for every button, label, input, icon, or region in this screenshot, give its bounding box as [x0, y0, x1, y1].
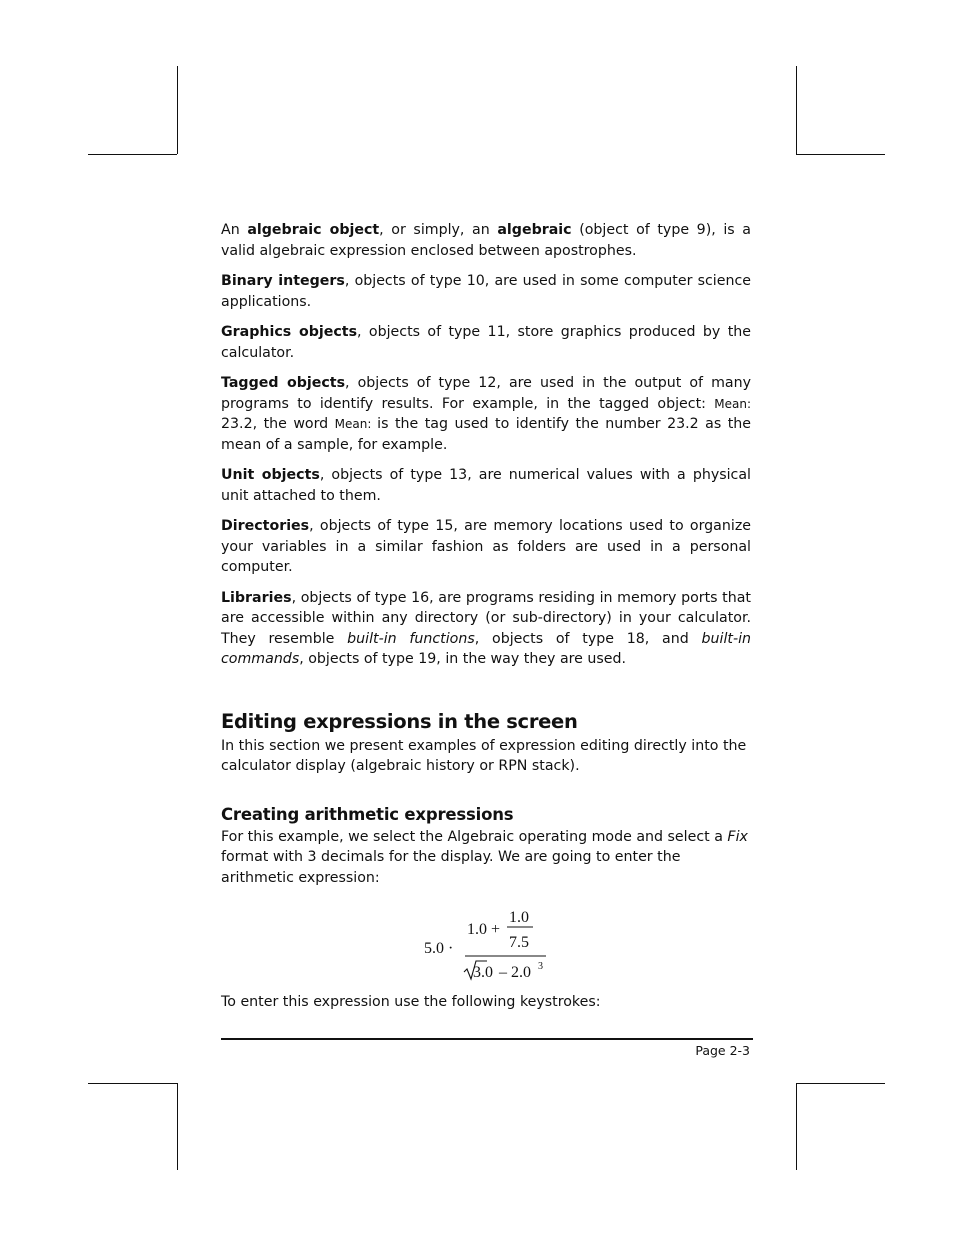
footer-rule: [221, 1038, 753, 1040]
paragraph-unit-objects: Unit objects, objects of type 13, are numerical values with a physical unit attached to them.: [221, 467, 751, 504]
section-intro: In this section we present examples of expression editing directly into the calculator display (algebraic history or RPN stack).: [221, 737, 747, 774]
crop-mark-bottom-right-vertical: [796, 1083, 797, 1170]
subsection-heading: Creating arithmetic expressions: [221, 804, 514, 824]
subsection-paragraph: For this example, we select the Algebraic operating mode and select a Fix format with 3 decimals for the display. We are going to enter the arithmetic expression:: [221, 828, 748, 886]
paragraph-binary-integers: Binary integers, objects of type 10, are used in some computer science applications.: [221, 273, 752, 310]
formula-numerator-term: 1.0 +: [467, 921, 501, 938]
paragraph-directories: Directories, objects of type 15, are memory locations used to organize your variables in a similar fashion as folders are used in a personal computer.: [221, 518, 751, 575]
paragraph-libraries: Libraries, objects of type 16, are programs residing in memory ports that are accessible within any directory (or sub-directory) in your calculator. They resemble built-in functions, objects of type 18, and built-in commands, objects of type 19, in the way they are used.: [221, 589, 751, 667]
crop-mark-top-left-vertical: [177, 66, 178, 154]
paragraph-tagged-objects: Tagged objects, objects of type 12, are used in the output of many programs to identify results. For example, in the tagged object: Mean: 23.2, the word Mean: is the tag used to identify the number 23.2 as the mean of a sample, for example.: [221, 375, 752, 453]
crop-mark-bottom-left-vertical: [177, 1083, 178, 1170]
formula-coefficient: 5.0 ·: [424, 940, 454, 957]
formula-inner-numerator: 1.0: [509, 909, 529, 926]
formula-graphic: [416, 892, 556, 988]
crop-mark-bottom-left-horizontal: [88, 1083, 177, 1084]
page-number: Page 2-3: [695, 1043, 750, 1058]
paragraph-graphics-objects: Graphics objects, objects of type 11, store graphics produced by the calculator.: [221, 324, 751, 361]
crop-mark-bottom-right-horizontal: [796, 1083, 885, 1084]
paragraph-algebraic-object: An algebraic object, or simply, an algebraic (object of type 9), is a valid algebraic expression enclosed between apostrophes.: [221, 222, 751, 259]
formula-exponent: 3: [538, 961, 543, 972]
formula-sqrt-radicand: 3.0: [473, 964, 493, 981]
keystrokes-paragraph: To enter this expression use the following keystrokes:: [221, 994, 601, 1010]
section-heading: Editing expressions in the screen: [221, 709, 578, 733]
crop-mark-top-left-horizontal: [88, 154, 177, 155]
formula-denominator-term: – 2.0: [499, 964, 531, 981]
arithmetic-formula: [221, 892, 751, 988]
crop-mark-top-right-horizontal: [796, 154, 885, 155]
page-content: [221, 220, 751, 1023]
crop-mark-top-right-vertical: [796, 66, 797, 154]
formula-inner-denominator: 7.5: [509, 934, 529, 951]
